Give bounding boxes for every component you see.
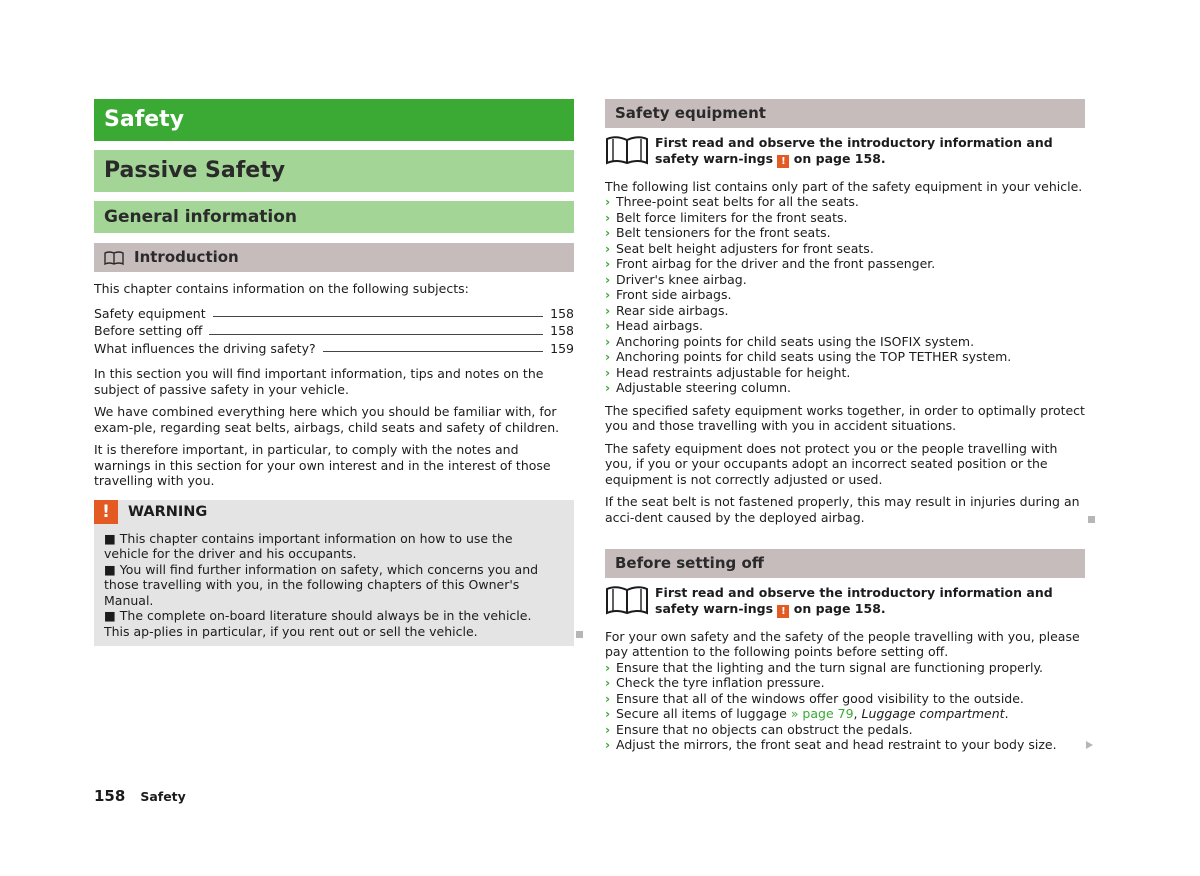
toc-page: 159 [550,340,574,356]
list-item: › Ensure that no objects can obstruct the pedals. [605,722,1085,738]
end-square-icon [1088,516,1095,523]
luggage-text: Secure all items of luggage [616,706,787,721]
list-item: › Seat belt height adjusters for front seats. [605,241,1085,257]
continue-arrow-icon [1086,741,1093,749]
list-item: › Check the tyre inflation pressure. [605,675,1085,691]
book-icon [605,135,649,165]
list-item-luggage [605,706,1085,722]
note-text: First read and observe the introductory information and safety warn-ings [655,585,1053,616]
page-number: 158 [94,787,126,805]
list-item: › Ensure that the lighting and the turn signal are functioning properly. [605,660,1085,676]
luggage-end: . [1004,706,1009,721]
book-icon [104,251,124,265]
toc-row-driving-safety[interactable] [94,340,574,358]
read-first-note [605,135,1085,168]
read-first-note [605,585,1085,618]
warning-icon: ! [94,500,118,524]
note-text: First read and observe the introductory information and safety warn-ings [655,135,1053,166]
page-79-link[interactable]: » page 79 [790,706,854,721]
warning-item: ■ The complete on-board literature should always be in the vehicle. This ap-plies in particular, if you rent out or sell the vehicle. [104,608,532,639]
list-item: › Ensure that all of the windows offer good visibility to the outside. [605,691,1085,707]
paragraph: The safety equipment does not protect you or the people travelling with you, if you or your occupants adopt an incorrect seated position or the equipment is not correctly adjusted or used. [605,440,1058,487]
list-item: › Three-point seat belts for all the seats. [605,194,1085,210]
right-column [605,99,1085,753]
warning-item: ■ You will find further information on safety, which concerns you and those travelling with you, in the following chapters of this Owner's Manual. [104,561,539,608]
section-title: Safety [94,99,574,141]
list-item: › Adjustable steering column. [605,380,1085,396]
warning-mark-icon: ! [777,155,789,168]
paragraph: If the seat belt is not fastened properly, this may result in injuries during an acci-dent caused by the deployed airbag. [605,494,1080,525]
list-item: › Front airbag for the driver and the front passenger. [605,256,1085,272]
toc-page: 158 [550,323,574,338]
luggage-reference: Luggage compartment [861,706,1005,721]
end-square-icon [576,631,583,638]
toc-leader [209,334,543,335]
list-item: › Adjust the mirrors, the front seat and head restraint to your body size. [605,737,1085,753]
toc-page: 158 [550,305,574,321]
introduction-title: Introduction [134,248,239,266]
warning-box [94,500,574,647]
before-setting-off-list [605,660,1085,753]
paragraph: It is therefore important, in particular, to comply with the notes and warnings in this section for your own interest and in the interest of those travelling with you. [94,442,551,488]
list-intro: The following list contains only part of the safety equipment in your vehicle. [605,178,1083,194]
subchapter-title: General information [94,201,574,233]
paragraph: We have combined everything here which you should be familiar with, for exam-ple, regarding seat belts, airbags, child seats and safety of children. [94,404,560,435]
toc-row-before-setting-off[interactable] [94,322,574,340]
list-item: › Belt tensioners for the front seats. [605,225,1085,241]
luggage-separator: , [853,706,858,721]
safety-equipment-heading: Safety equipment [605,99,1085,128]
list-item: › Anchoring points for child seats using the ISOFIX system. [605,334,1085,350]
warning-body [94,525,574,640]
list-item: › Head airbags. [605,318,1085,334]
before-setting-off-heading: Before setting off [605,549,1085,578]
list-item: › Head restraints adjustable for height. [605,365,1085,381]
list-item: › Belt force limiters for the front seats. [605,210,1085,226]
warning-item: ■ This chapter contains important information on how to use the vehicle for the driver and his occupants. [104,530,513,561]
chapter-title: Passive Safety [94,150,574,192]
list-item: › Driver's knee airbag. [605,272,1085,288]
book-icon [605,585,649,615]
note-page-ref[interactable]: on page 158. [793,150,886,166]
list-intro: For your own safety and the safety of the people travelling with you, please pay attention to the following points before setting off. [605,628,1080,659]
toc-label: What influences the driving safety? [94,340,316,356]
read-first-text [655,135,1085,168]
toc-row-safety-equipment[interactable] [94,305,574,323]
table-of-contents [94,305,574,358]
safety-equipment-list [605,194,1085,396]
toc-label: Before setting off [94,323,203,338]
warning-mark-icon: ! [777,605,789,618]
introduction-heading [94,243,574,272]
warning-title: WARNING [128,504,208,520]
intro-text: This chapter contains information on the following subjects: [94,281,469,296]
list-item: › Rear side airbags. [605,303,1085,319]
paragraph: The specified safety equipment works together, in order to optimally protect you and those travelling with you in accident situations. [605,402,1085,433]
page-footer [94,787,186,805]
paragraph: In this section you will find important information, tips and notes on the subject of passive safety in your vehicle. [94,366,544,397]
footer-section: Safety [140,789,186,804]
list-item: › Anchoring points for child seats using the TOP TETHER system. [605,349,1085,365]
note-page-ref[interactable]: on page 158. [793,600,886,616]
read-first-text [655,585,1085,618]
toc-leader [213,316,544,317]
list-item: › Front side airbags. [605,287,1085,303]
toc-label: Safety equipment [94,305,206,321]
left-column [94,99,574,646]
toc-leader [323,351,544,352]
warning-header [94,500,574,525]
